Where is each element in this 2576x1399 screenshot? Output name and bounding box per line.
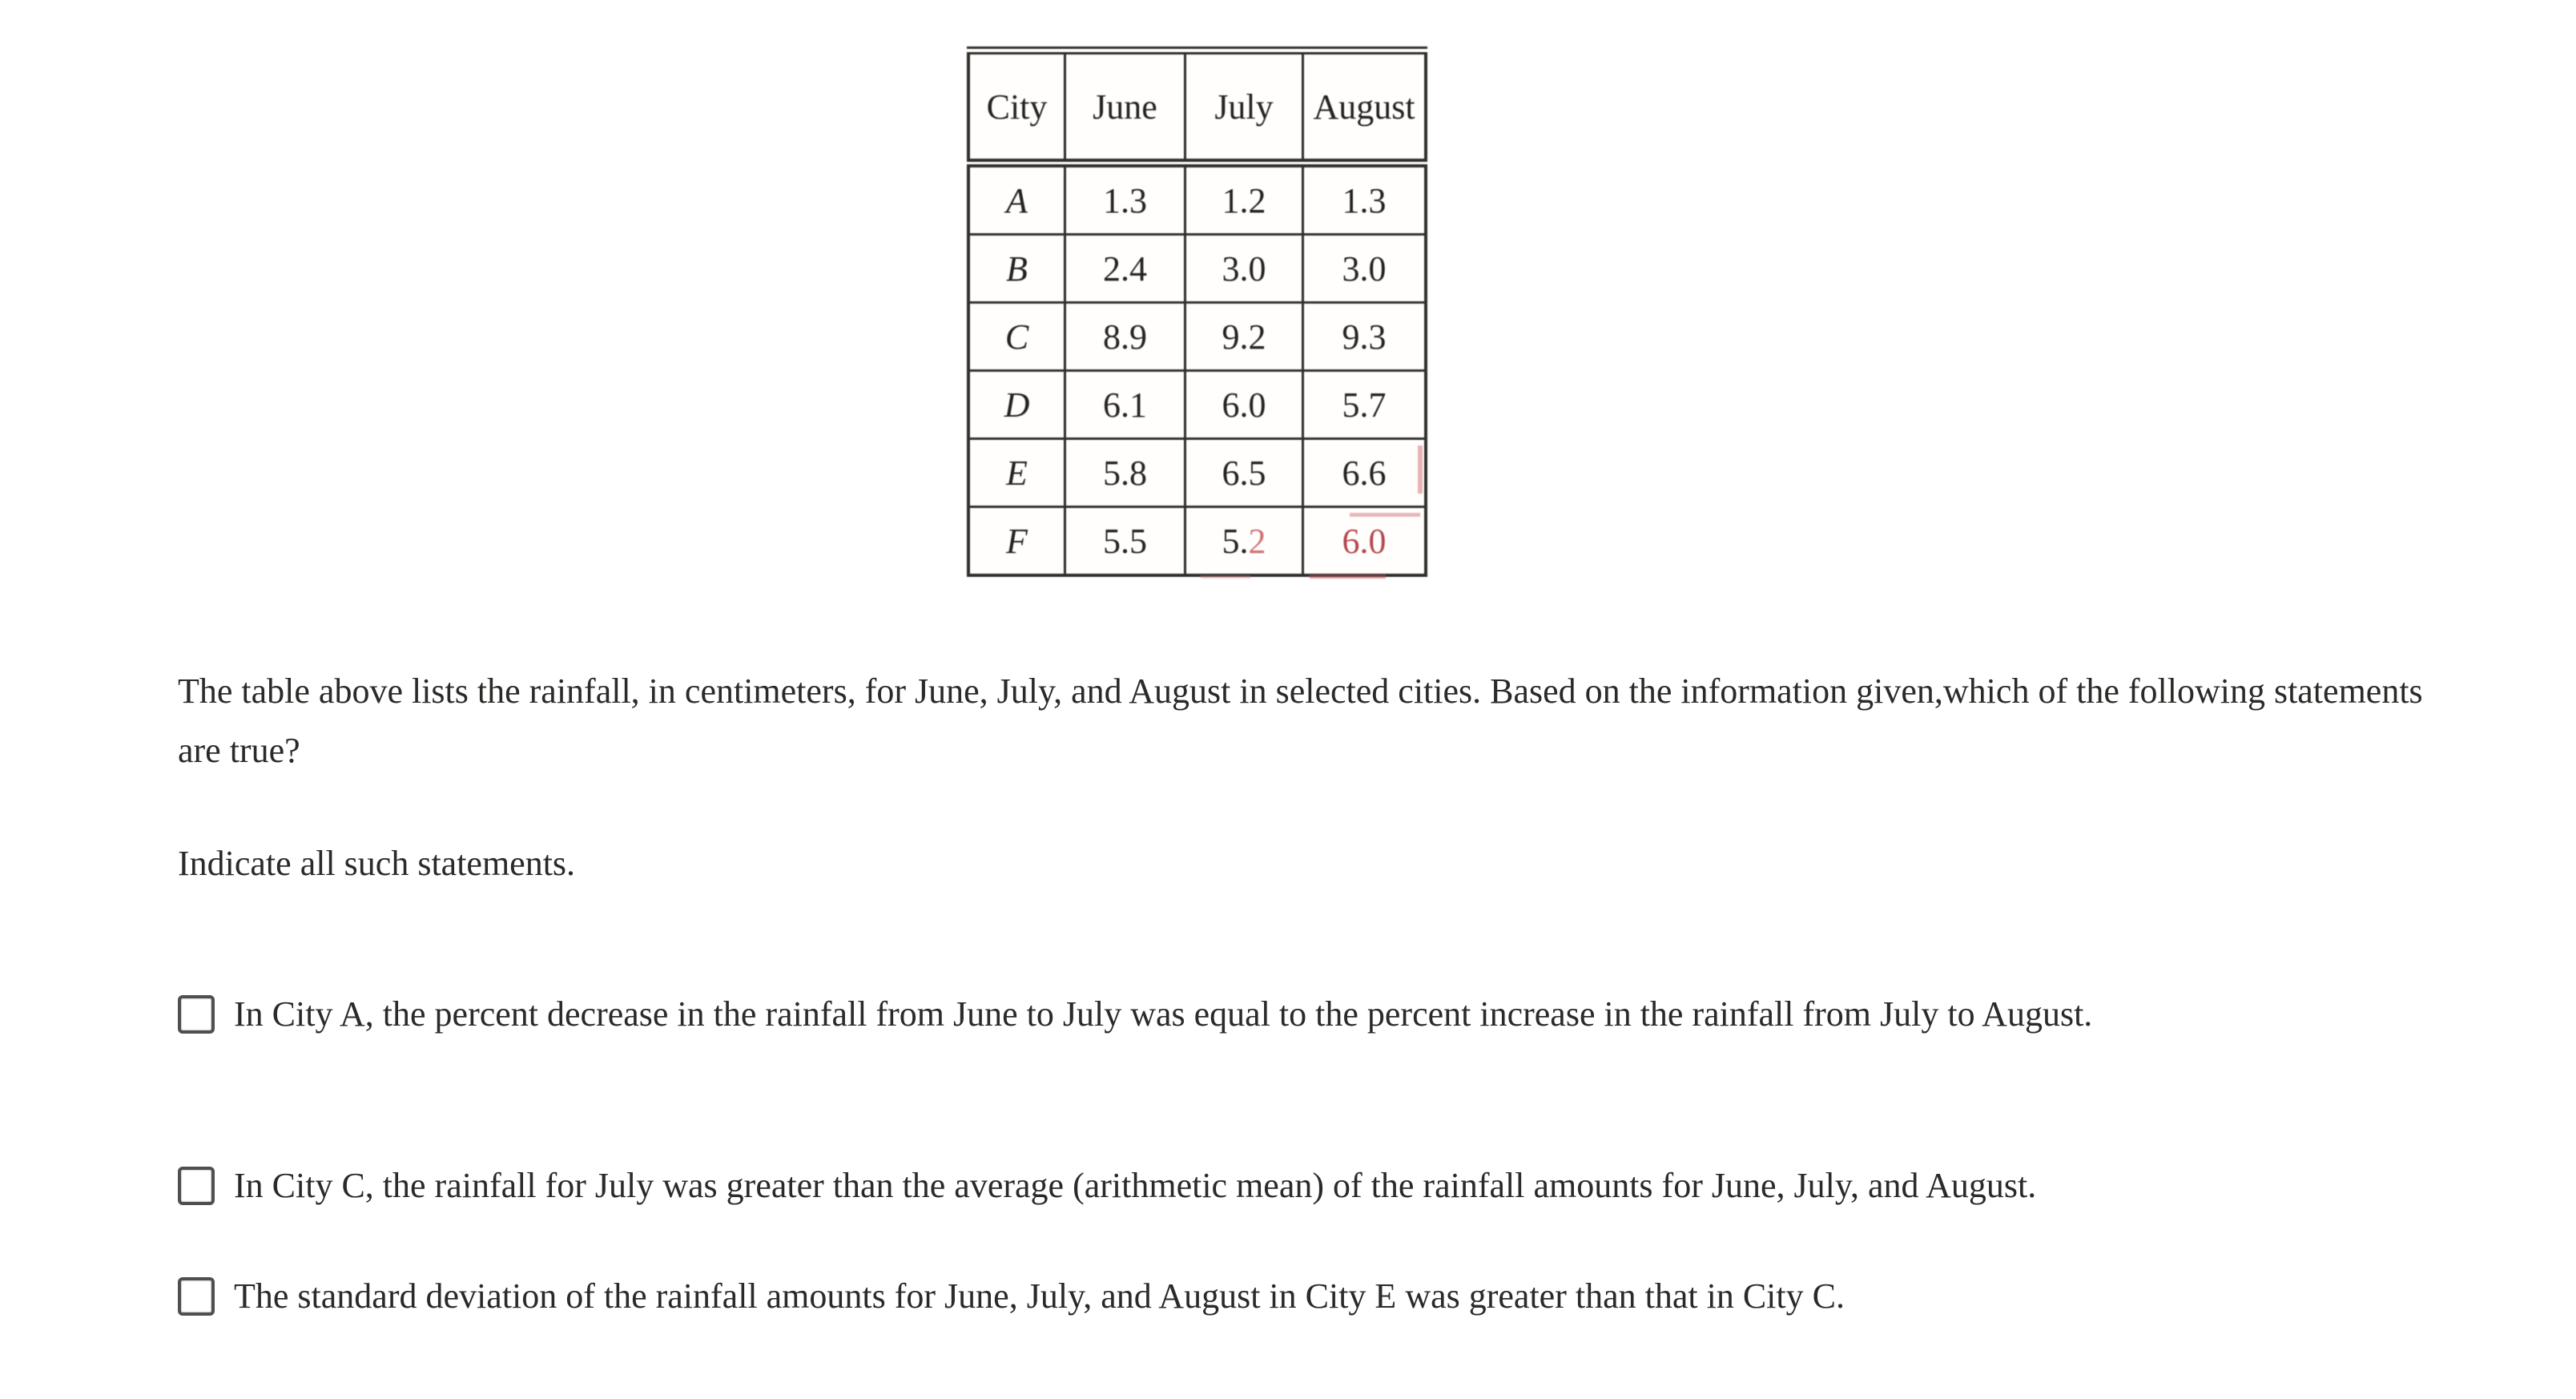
cell-august: 1.3 <box>1303 163 1427 235</box>
value-red-ink-part: 2 <box>1248 521 1266 561</box>
cell-july: 1.2 <box>1185 163 1303 235</box>
table-row-d <box>968 371 1426 439</box>
statement-option-3[interactable] <box>178 1274 1845 1319</box>
statement-label-1[interactable]: In City A, the percent decrease in the rainfall from June to July was equal to the percent increase in the rainfall from July to August. <box>234 994 2093 1034</box>
statement-option-1[interactable] <box>178 992 2092 1037</box>
cell-august: 9.3 <box>1303 303 1427 371</box>
question-prompt: The table above lists the rainfall, in centimeters, for June, July, and August in selected cities. Based on the information given,which of the following statements are true? <box>178 671 2423 770</box>
statement-checkbox-3[interactable] <box>178 1277 215 1316</box>
cell-july <box>1185 507 1303 576</box>
table-row-f <box>968 507 1426 576</box>
cell-june: 5.8 <box>1065 439 1185 507</box>
cell-august-red-ink: 6.0 <box>1303 507 1427 576</box>
cell-city: E <box>968 439 1065 507</box>
table-row-e <box>968 439 1426 507</box>
cell-city: D <box>968 371 1065 439</box>
cell-june: 6.1 <box>1065 371 1185 439</box>
cell-june: 2.4 <box>1065 235 1185 303</box>
statement-label-2[interactable]: In City C, the rainfall for July was greater than the average (arithmetic mean) of the rainfall amounts for June, July, and August. <box>234 1166 2037 1205</box>
cell-august: 6.6 <box>1303 439 1427 507</box>
statement-checkbox-1[interactable] <box>178 995 215 1034</box>
cell-august: 5.7 <box>1303 371 1427 439</box>
cell-city: F <box>968 507 1065 576</box>
cell-june: 5.5 <box>1065 507 1185 576</box>
cell-city: A <box>968 163 1065 235</box>
cell-june: 1.3 <box>1065 163 1185 235</box>
table-row-a <box>968 163 1426 235</box>
header-june: June <box>1065 50 1185 163</box>
rainfall-table-figure <box>967 46 1427 577</box>
table-header-row <box>968 50 1426 163</box>
value-black-part: 5. <box>1222 521 1249 561</box>
cell-city: B <box>968 235 1065 303</box>
cell-august: 3.0 <box>1303 235 1427 303</box>
header-august: August <box>1303 50 1427 163</box>
header-july: July <box>1185 50 1303 163</box>
cell-june: 8.9 <box>1065 303 1185 371</box>
cell-july: 3.0 <box>1185 235 1303 303</box>
cell-july: 9.2 <box>1185 303 1303 371</box>
statement-option-2[interactable] <box>178 1163 2036 1208</box>
table-row-c <box>968 303 1426 371</box>
rainfall-table <box>967 46 1427 577</box>
header-city: City <box>968 50 1065 163</box>
question-instruction: Indicate all such statements. <box>178 844 576 883</box>
statement-label-3[interactable]: The standard deviation of the rainfall amounts for June, July, and August in City E was greater than that in City C. <box>234 1276 1845 1316</box>
statement-checkbox-2[interactable] <box>178 1167 215 1205</box>
cell-july: 6.0 <box>1185 371 1303 439</box>
cell-july: 6.5 <box>1185 439 1303 507</box>
table-row-b <box>968 235 1426 303</box>
cell-city: C <box>968 303 1065 371</box>
